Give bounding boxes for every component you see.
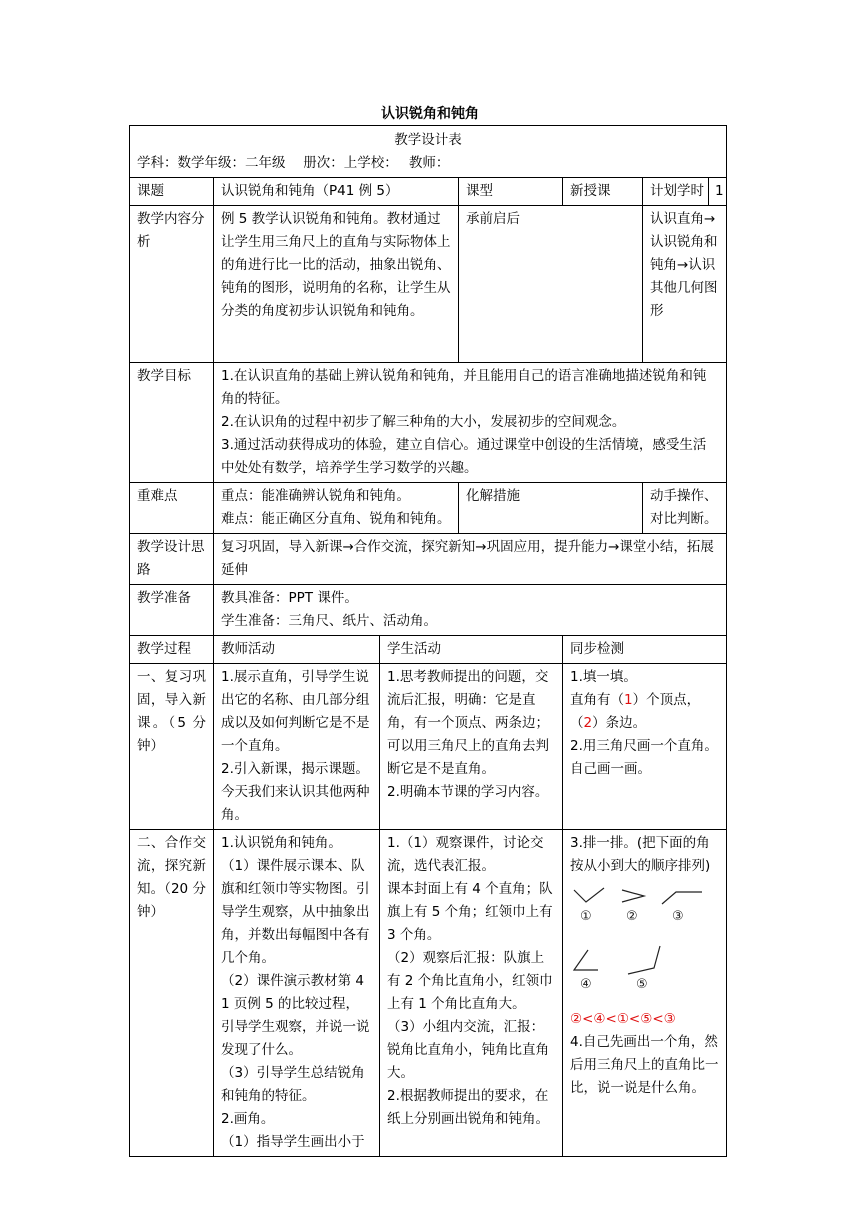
stage-2-student-step: 2.根据教师提出的要求，在纸上分别画出锐角和钝角。 <box>387 1088 549 1127</box>
table-caption: 教学设计表 <box>394 132 462 148</box>
goal-item: 3.通过活动获得成功的体验，建立自信心。通过课堂中创设的生活情境，感受生活中处处有数学，培养学生学习数学的兴趣。 <box>221 437 707 476</box>
answer-side-count: 2 <box>583 715 593 731</box>
stage-2-teacher-step: （1）课件展示课本、队旗和红领巾等实物图。引导学生观察，从中抽象出角，并数出每幅图中各有几个角。 <box>221 858 370 966</box>
angle-3-label: ③ <box>672 909 684 924</box>
measures-text: 动手操作、对比判断。 <box>650 488 718 527</box>
draw-right-angle-task: 2.用三角尺画一个直角。 <box>570 738 718 754</box>
design-idea-label: 教学设计思路 <box>137 539 205 578</box>
fill-in-task: 1.填一填。 <box>570 669 637 685</box>
stage-2-teacher-step: （1）指导学生画出小于 <box>221 1134 365 1150</box>
fill-in-line-sides: （2）条边。 <box>570 715 647 731</box>
stage-2-teacher-step: （2）课件演示教材第 41 页例 5 的比较过程，引导学生观察，并说一说发现了什么。 <box>221 973 370 1058</box>
compare-angle-task: 4.自己先画出一个角，然后用三角尺上的直角比一比，说一说是什么角。 <box>570 1034 719 1096</box>
topic-value: 认识锐角和钝角（P41 例 5） <box>221 183 399 199</box>
difficult-point: 难点：能正确区分直角、锐角和钝角。 <box>221 511 451 527</box>
content-analysis-label: 教学内容分析 <box>137 211 205 250</box>
stage-1-teacher-step: 2.引入新课，揭示课题。今天我们来认识其他两种角。 <box>221 761 370 823</box>
document-title: 认识锐角和钝角 <box>381 106 479 122</box>
stage-2-teacher-step: （3）引导学生总结锐角和钝角的特征。 <box>221 1065 365 1104</box>
lesson-type-value: 新授课 <box>570 183 611 199</box>
angle-figures <box>570 884 718 1004</box>
draw-right-angle-answer: 自己画一画。 <box>570 761 651 777</box>
process-header-row <box>130 636 727 664</box>
angle-4-label: ④ <box>580 977 592 992</box>
angle-1-label: ① <box>580 909 592 924</box>
lesson-design-table <box>129 125 727 1157</box>
teacher-preparation: 教具准备：PPT 课件。 <box>221 590 358 606</box>
student-preparation: 学生准备：三角尺、纸片、活动角。 <box>221 613 437 629</box>
key-points-label: 重难点 <box>137 488 178 504</box>
stage-1-teacher-step: 1.展示直角，引导学生说出它的名称、由几部分组成以及如何判断它是不是一个直角。 <box>221 669 370 754</box>
sort-answer: ②<④<①<⑤<③ <box>570 1011 676 1027</box>
stage-1-label: 一、复习巩固，导入新课。（5 分钟） <box>137 669 206 754</box>
content-analysis-text: 例 5 教学认识锐角和钝角。教材通过让学生用三角尺上的直角与实际物体上的角进行比一比的活动，抽象出锐角、钝角的图形，说明角的名称，让学生从分类的角度初步认识锐角和钝角。 <box>221 211 451 319</box>
continuity-label: 承前启后 <box>466 211 520 227</box>
angle-4-figure <box>574 950 598 970</box>
lesson-type-label: 课型 <box>466 183 493 199</box>
key-point: 重点：能准确辨认锐角和钝角。 <box>221 488 410 504</box>
stage-2-teacher-step: 2.画角。 <box>221 1111 275 1127</box>
process-header-check: 同步检测 <box>570 641 624 657</box>
preparation-row <box>130 585 727 636</box>
design-idea-text: 复习巩固，导入新课→合作交流，探究新知→巩固应用，提升能力→课堂小结，拓展延伸 <box>221 539 714 578</box>
caption-row <box>130 126 727 153</box>
preparation-label: 教学准备 <box>137 590 191 606</box>
stage-2-row <box>130 830 727 1157</box>
angle-5-label: ⑤ <box>636 977 648 992</box>
angle-2-label: ② <box>626 909 638 924</box>
sort-angles-task: 3.排一排。(把下面的角按从小到大的顺序排列) <box>570 835 711 874</box>
stage-1-student-step: 2.明确本节课的学习内容。 <box>387 784 549 800</box>
stage-2-teacher-step: 1.认识锐角和钝角。 <box>221 835 342 851</box>
topic-label: 课题 <box>137 183 164 199</box>
design-idea-row <box>130 534 727 585</box>
hours-label: 计划学时 <box>650 183 704 199</box>
goal-item: 1.在认识直角的基础上辨认锐角和钝角，并且能用自己的语言准确地描述锐角和钝角的特征。 <box>221 368 707 407</box>
key-points-row <box>130 483 727 534</box>
stage-2-student-step: 课本封面上有 4 个直角；队旗上有 5 个角；红领巾上有 3 个角。 <box>387 881 553 943</box>
stage-2-student-step: （3）小组内交流，汇报：锐角比直角小，钝角比直角大。 <box>387 1019 549 1081</box>
angle-figures-svg <box>570 884 718 1004</box>
stage-2-student-step: 1.（1）观察课件，讨论交流，选代表汇报。 <box>387 835 544 874</box>
angle-2-figure <box>622 890 644 902</box>
goal-item: 2.在认识角的过程中初步了解三种角的大小，发展初步的空间观念。 <box>221 414 626 430</box>
meta-line: 学科：数学年级：二年级 册次：上学校： 教师： <box>137 155 450 171</box>
content-analysis-row <box>130 206 727 363</box>
meta-row <box>130 152 727 178</box>
process-header-stage: 教学过程 <box>137 641 191 657</box>
goals-row <box>130 363 727 483</box>
process-header-teacher: 教师活动 <box>221 641 275 657</box>
answer-vertex-count: 1 <box>624 692 633 708</box>
measures-label: 化解措施 <box>466 488 520 504</box>
stage-1-row <box>130 664 727 830</box>
stage-2-student-step: （2）观察后汇报：队旗上有 2 个角比直角小，红领巾上有 1 个角比直角大。 <box>387 950 553 1012</box>
goals-label: 教学目标 <box>137 368 191 384</box>
fill-in-line-vertex: 直角有（1）个顶点， <box>570 692 701 708</box>
angle-5-figure <box>628 946 660 974</box>
angle-1-figure <box>574 888 604 902</box>
stage-2-label: 二、合作交流，探究新知。（20 分钟） <box>137 835 206 920</box>
hours-value: 1 <box>708 178 730 205</box>
continuity-text: 认识直角→认识锐角和钝角→认识其他几何图形 <box>650 211 718 319</box>
topic-row <box>130 178 727 206</box>
stage-1-student-step: 1.思考教师提出的问题，交流后汇报，明确：它是直角，有一个顶点、两条边；可以用三角尺上的直角去判断它是不是直角。 <box>387 669 549 777</box>
angle-3-figure <box>662 892 702 904</box>
process-header-student: 学生活动 <box>387 641 441 657</box>
